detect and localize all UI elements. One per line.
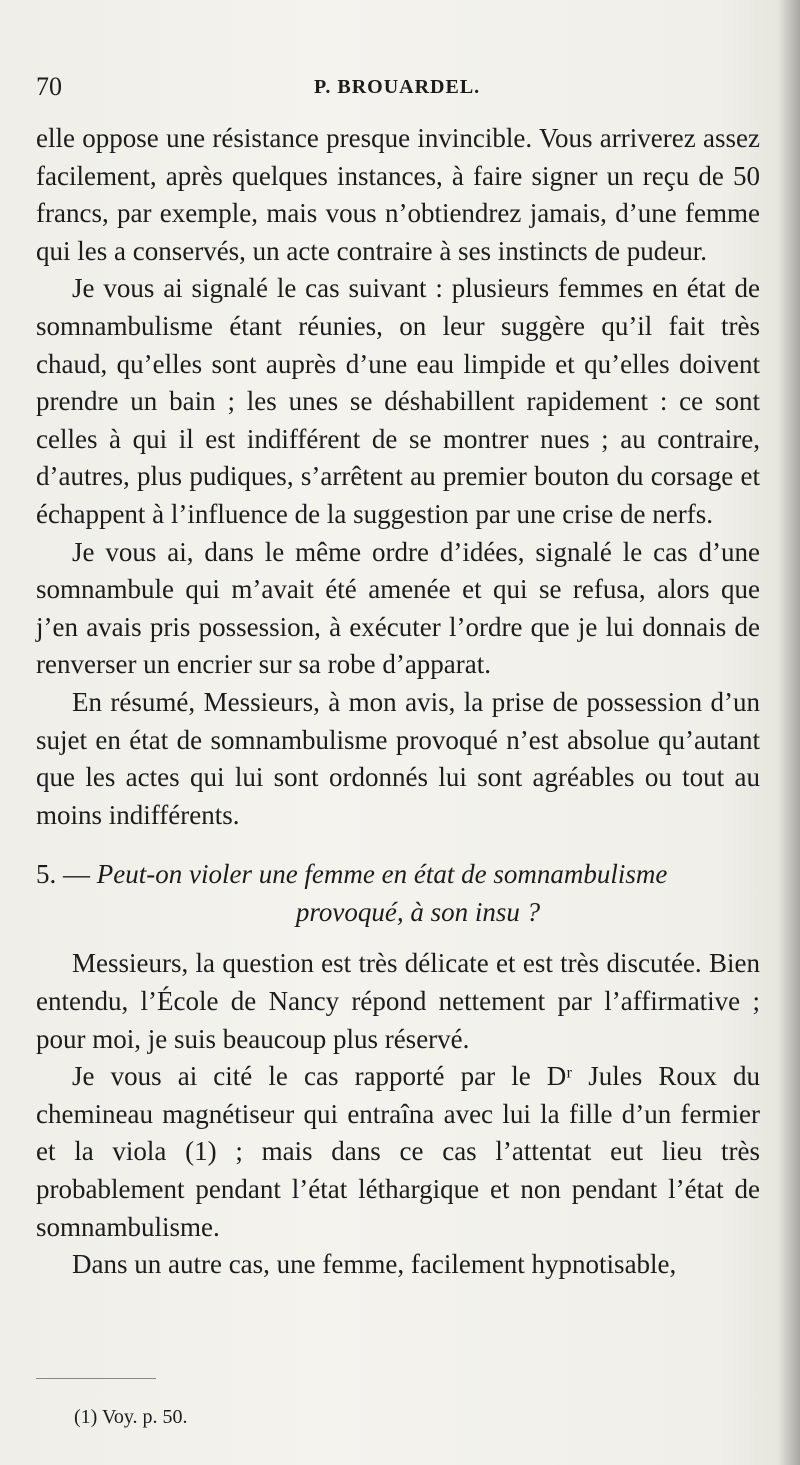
section-heading: [36, 856, 760, 931]
paragraph: Messieurs, la question est très délicate et est très discutée. Bien entendu, l’École de Nancy répond nettement par l’affirmative ; pour moi, je suis beaucoup plus réservé.: [36, 948, 760, 1054]
paragraph: Dans un autre cas, une femme, facilement hypnotisable,: [72, 1249, 677, 1280]
paragraph: En résumé, Messieurs, à mon avis, la prise de possession d’un sujet en état de somnambulisme provoqué n’est absolue qu’autant que les actes qui lui sont ordonnés lui sont agréables ou tout au moins indifférents.: [36, 686, 760, 830]
paragraph: elle oppose une résistance presque invincible. Vous arriverez assez facilement, après quelques instances, à faire signer un reçu de 50 francs, par exemple, mais vous n’obtiendrez jamais, d’une femme qui les a conservés, un acte contraire à ses instincts de pudeur.: [36, 123, 760, 266]
footnote: (1) Voy. p. 50.: [74, 1406, 188, 1428]
body-text: [36, 120, 760, 1284]
paragraph: Je vous ai cité le cas rapporté par le Dʳ Jules Roux du chemineau magnétiseur qui entraîna avec lui la fille d’un fermier et la viola (1) ; mais dans ce cas l’attentat eut lieu très probablement pendant l’état léthargique et non pendant l’état de somnambulisme.: [36, 1061, 760, 1242]
section-number: 5. —: [36, 859, 90, 890]
footnote-rule: [36, 1378, 156, 1379]
page-number: 70: [36, 72, 62, 101]
page-edge-shadow: [778, 0, 800, 1465]
paragraph: Je vous ai, dans le même ordre d’idées, signalé le cas d’une somnambule qui m’avait été amenée et qui se refusa, alors que j’en avais pris possession, à exécuter l’ordre que je lui donnais de renverser un encrier sur sa robe d’apparat.: [36, 536, 760, 680]
section-title-line1: Peut-on violer une femme en état de somnambulisme: [96, 859, 668, 890]
paragraph: Je vous ai signalé le cas suivant : plusieurs femmes en état de somnambulisme étant réunies, on leur suggère qu’il fait très chaud, qu’elles sont auprès d’une eau limpide et qu’elles doivent prendre un bain ; les unes se déshabillent rapidement : ce sont celles à qui il est indifférent de se montrer nues ; au contraire, d’autres, plus pudiques, s’arrêtent au premier bouton du corsage et échappent à l’influence de la suggestion par une crise de nerfs.: [36, 273, 760, 529]
running-head: P. BROUARDEL.: [314, 76, 481, 98]
page-header: [36, 72, 760, 108]
section-title-line2: provoqué, à son insu ?: [295, 896, 541, 927]
